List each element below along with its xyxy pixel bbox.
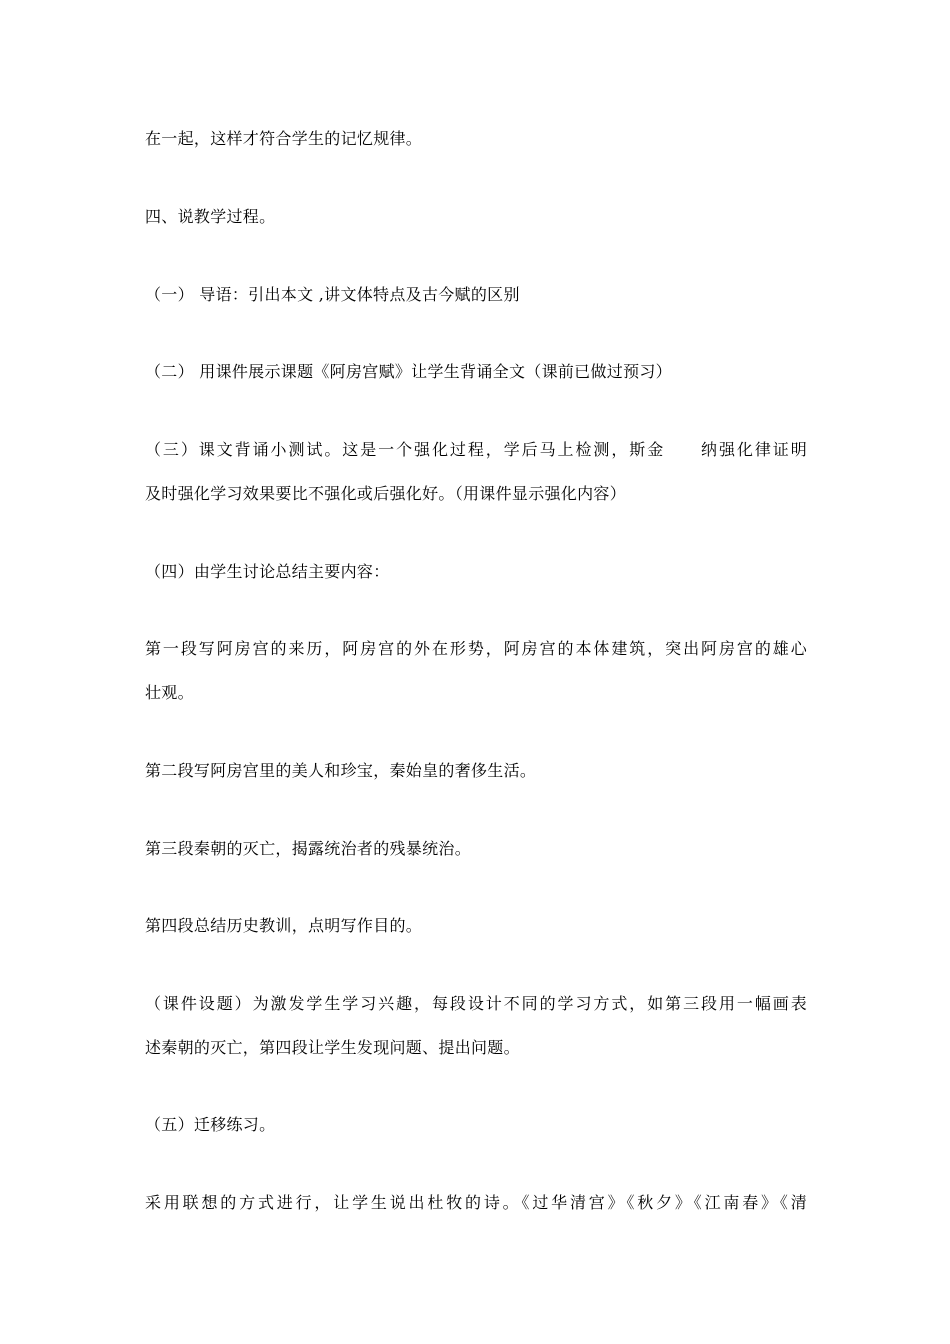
paragraph-line: 第一段写阿房宫的来历，阿房宫的外在形势，阿房宫的本体建筑，突出阿房宫的雄心 [145,639,807,658]
paragraph-line: 第四段总结历史教训，点明写作目的。 [145,916,423,935]
section-heading: 四、说教学过程。 [145,207,276,226]
paragraph-line: 述秦朝的灭亡，第四段让学生发现问题、提出问题。 [145,1038,520,1057]
paragraph-line: （一） 导语：引出本文 ,讲文体特点及古今赋的区别 [145,285,520,304]
paragraph-line: （四）由学生讨论总结主要内容： [145,562,390,581]
paragraph-line: 采用联想的方式进行，让学生说出杜牧的诗。《过华清宫》《秋夕》《江南春》《清 [145,1193,807,1212]
paragraph-line: 及时强化学习效果要比不强化或后强化好。（用课件显示强化内容） [145,484,627,503]
paragraph-line: （二） 用课件展示课题《阿房宫赋》让学生背诵全文（课前已做过预习） [145,362,672,381]
paragraph-line: （课件设题）为激发学生学习兴趣，每段设计不同的学习方式，如第三段用一幅画表 [145,994,807,1013]
paragraph-line: 第三段秦朝的灭亡，揭露统治者的残暴统治。 [145,839,472,858]
paragraph-line: （五）迁移练习。 [145,1115,276,1134]
paragraph-line: 第二段写阿房宫里的美人和珍宝，秦始皇的奢侈生活。 [145,761,537,780]
paragraph-line: 在一起，这样才符合学生的记忆规律。 [145,129,423,148]
paragraph-line: 壮观。 [145,683,194,702]
paragraph-line: （三）课文背诵小测试。这是一个强化过程，学后马上检测，斯金 纳强化律证明 [145,440,807,459]
